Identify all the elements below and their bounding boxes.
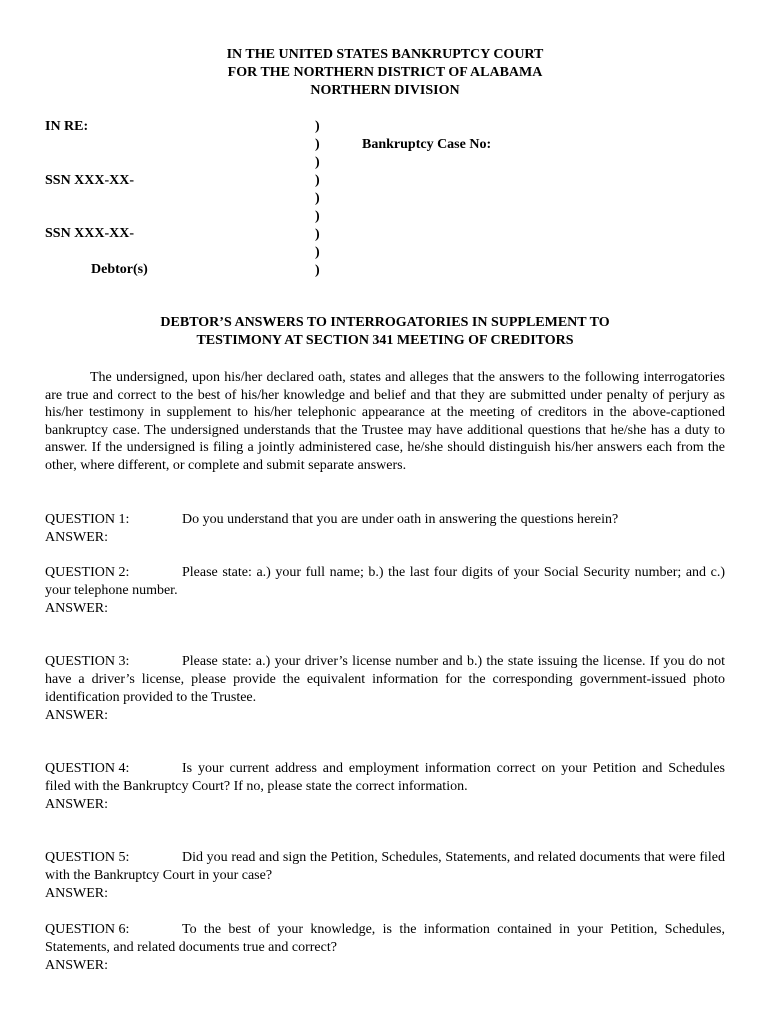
ssn-field-2: SSN XXX-XX- [45,226,135,241]
question-text [45,921,725,957]
question-block-1 [45,511,725,547]
question-text [45,511,725,529]
question-body: Please state: a.) your full name; b.) the last four digits of your Social Security number; and c.) your telephone number. [45,565,725,598]
caption-paren: ) [315,227,320,242]
intro-paragraph: The undersigned, upon his/her declared oath, states and alleges that the answers to the following interrogatories are true and correct to the best of his/her knowledge and belief and that they are submitted under penalty of perjury as his/her testimony in supplement to his/her telephonic appearance at the meeting of creditors in the above-captioned bankruptcy case. The undersigned understands that the Trustee may have additional questions that he/she has a duty to answer. If the undersigned is filing a jointly administered case, he/she should distinguish his/her answers each from the other, where different, or complete and submit separate answers. [45,370,725,473]
question-label: QUESTION 5: [45,850,130,865]
question-body: Did you read and sign the Petition, Schedules, Statements, and related documents that were filed with the Bankruptcy Court in your case? [45,850,725,883]
document-page [45,0,725,1024]
document-title [45,314,725,350]
caption-paren: ) [315,137,320,152]
caption-paren: ) [315,119,320,134]
document-title-line-1: DEBTOR’S ANSWERS TO INTERROGATORIES IN SUPPLEMENT TO [160,315,610,330]
question-label: QUESTION 3: [45,654,130,669]
answer-label: ANSWER: [45,958,108,973]
question-label: QUESTION 1: [45,512,130,527]
caption-paren: ) [315,263,320,278]
question-label: QUESTION 2: [45,565,130,580]
question-body: To the best of your knowledge, is the information contained in your Petition, Schedules, Statements, and related documents true and correct? [45,922,725,955]
question-text [45,653,725,707]
question-block-3 [45,653,725,725]
answer-label: ANSWER: [45,708,108,723]
question-text [45,849,725,885]
answer-label: ANSWER: [45,601,108,616]
question-text [45,760,725,796]
question-body: Is your current address and employment information correct on your Petition and Schedules filed with the Bankruptcy Court? If no, please state the correct information. [45,761,725,794]
caption-paren: ) [315,191,320,206]
court-header [45,46,725,100]
question-block-5 [45,849,725,903]
court-district-line: FOR THE NORTHERN DISTRICT OF ALABAMA [227,65,543,80]
debtor-label: Debtor(s) [91,262,148,277]
question-label: QUESTION 4: [45,761,130,776]
bankruptcy-case-number-label: Bankruptcy Case No: [362,137,492,152]
court-division-line: NORTHERN DIVISION [310,83,460,98]
question-block-6 [45,921,725,975]
answer-label: ANSWER: [45,797,108,812]
caption-paren: ) [315,173,320,188]
document-title-line-2: TESTIMONY AT SECTION 341 MEETING OF CREDITORS [196,333,574,348]
answer-label: ANSWER: [45,886,108,901]
caption-parenthesis-column [315,118,320,280]
caption-paren: ) [315,155,320,170]
question-body: Do you understand that you are under oath in answering the questions herein? [182,512,619,527]
caption-paren: ) [315,209,320,224]
question-text [45,564,725,600]
in-re-label: IN RE: [45,119,89,134]
answer-label: ANSWER: [45,530,108,545]
question-block-4 [45,760,725,814]
question-block-2 [45,564,725,618]
question-body: Please state: a.) your driver’s license number and b.) the state issuing the license. If you do not have a driver’s license, please provide the equivalent information for the corresponding government-issued photo identification provided to the Trustee. [45,654,725,705]
ssn-field-1: SSN XXX-XX- [45,173,135,188]
court-name-line: IN THE UNITED STATES BANKRUPTCY COURT [226,47,544,62]
question-label: QUESTION 6: [45,922,130,937]
caption-paren: ) [315,245,320,260]
